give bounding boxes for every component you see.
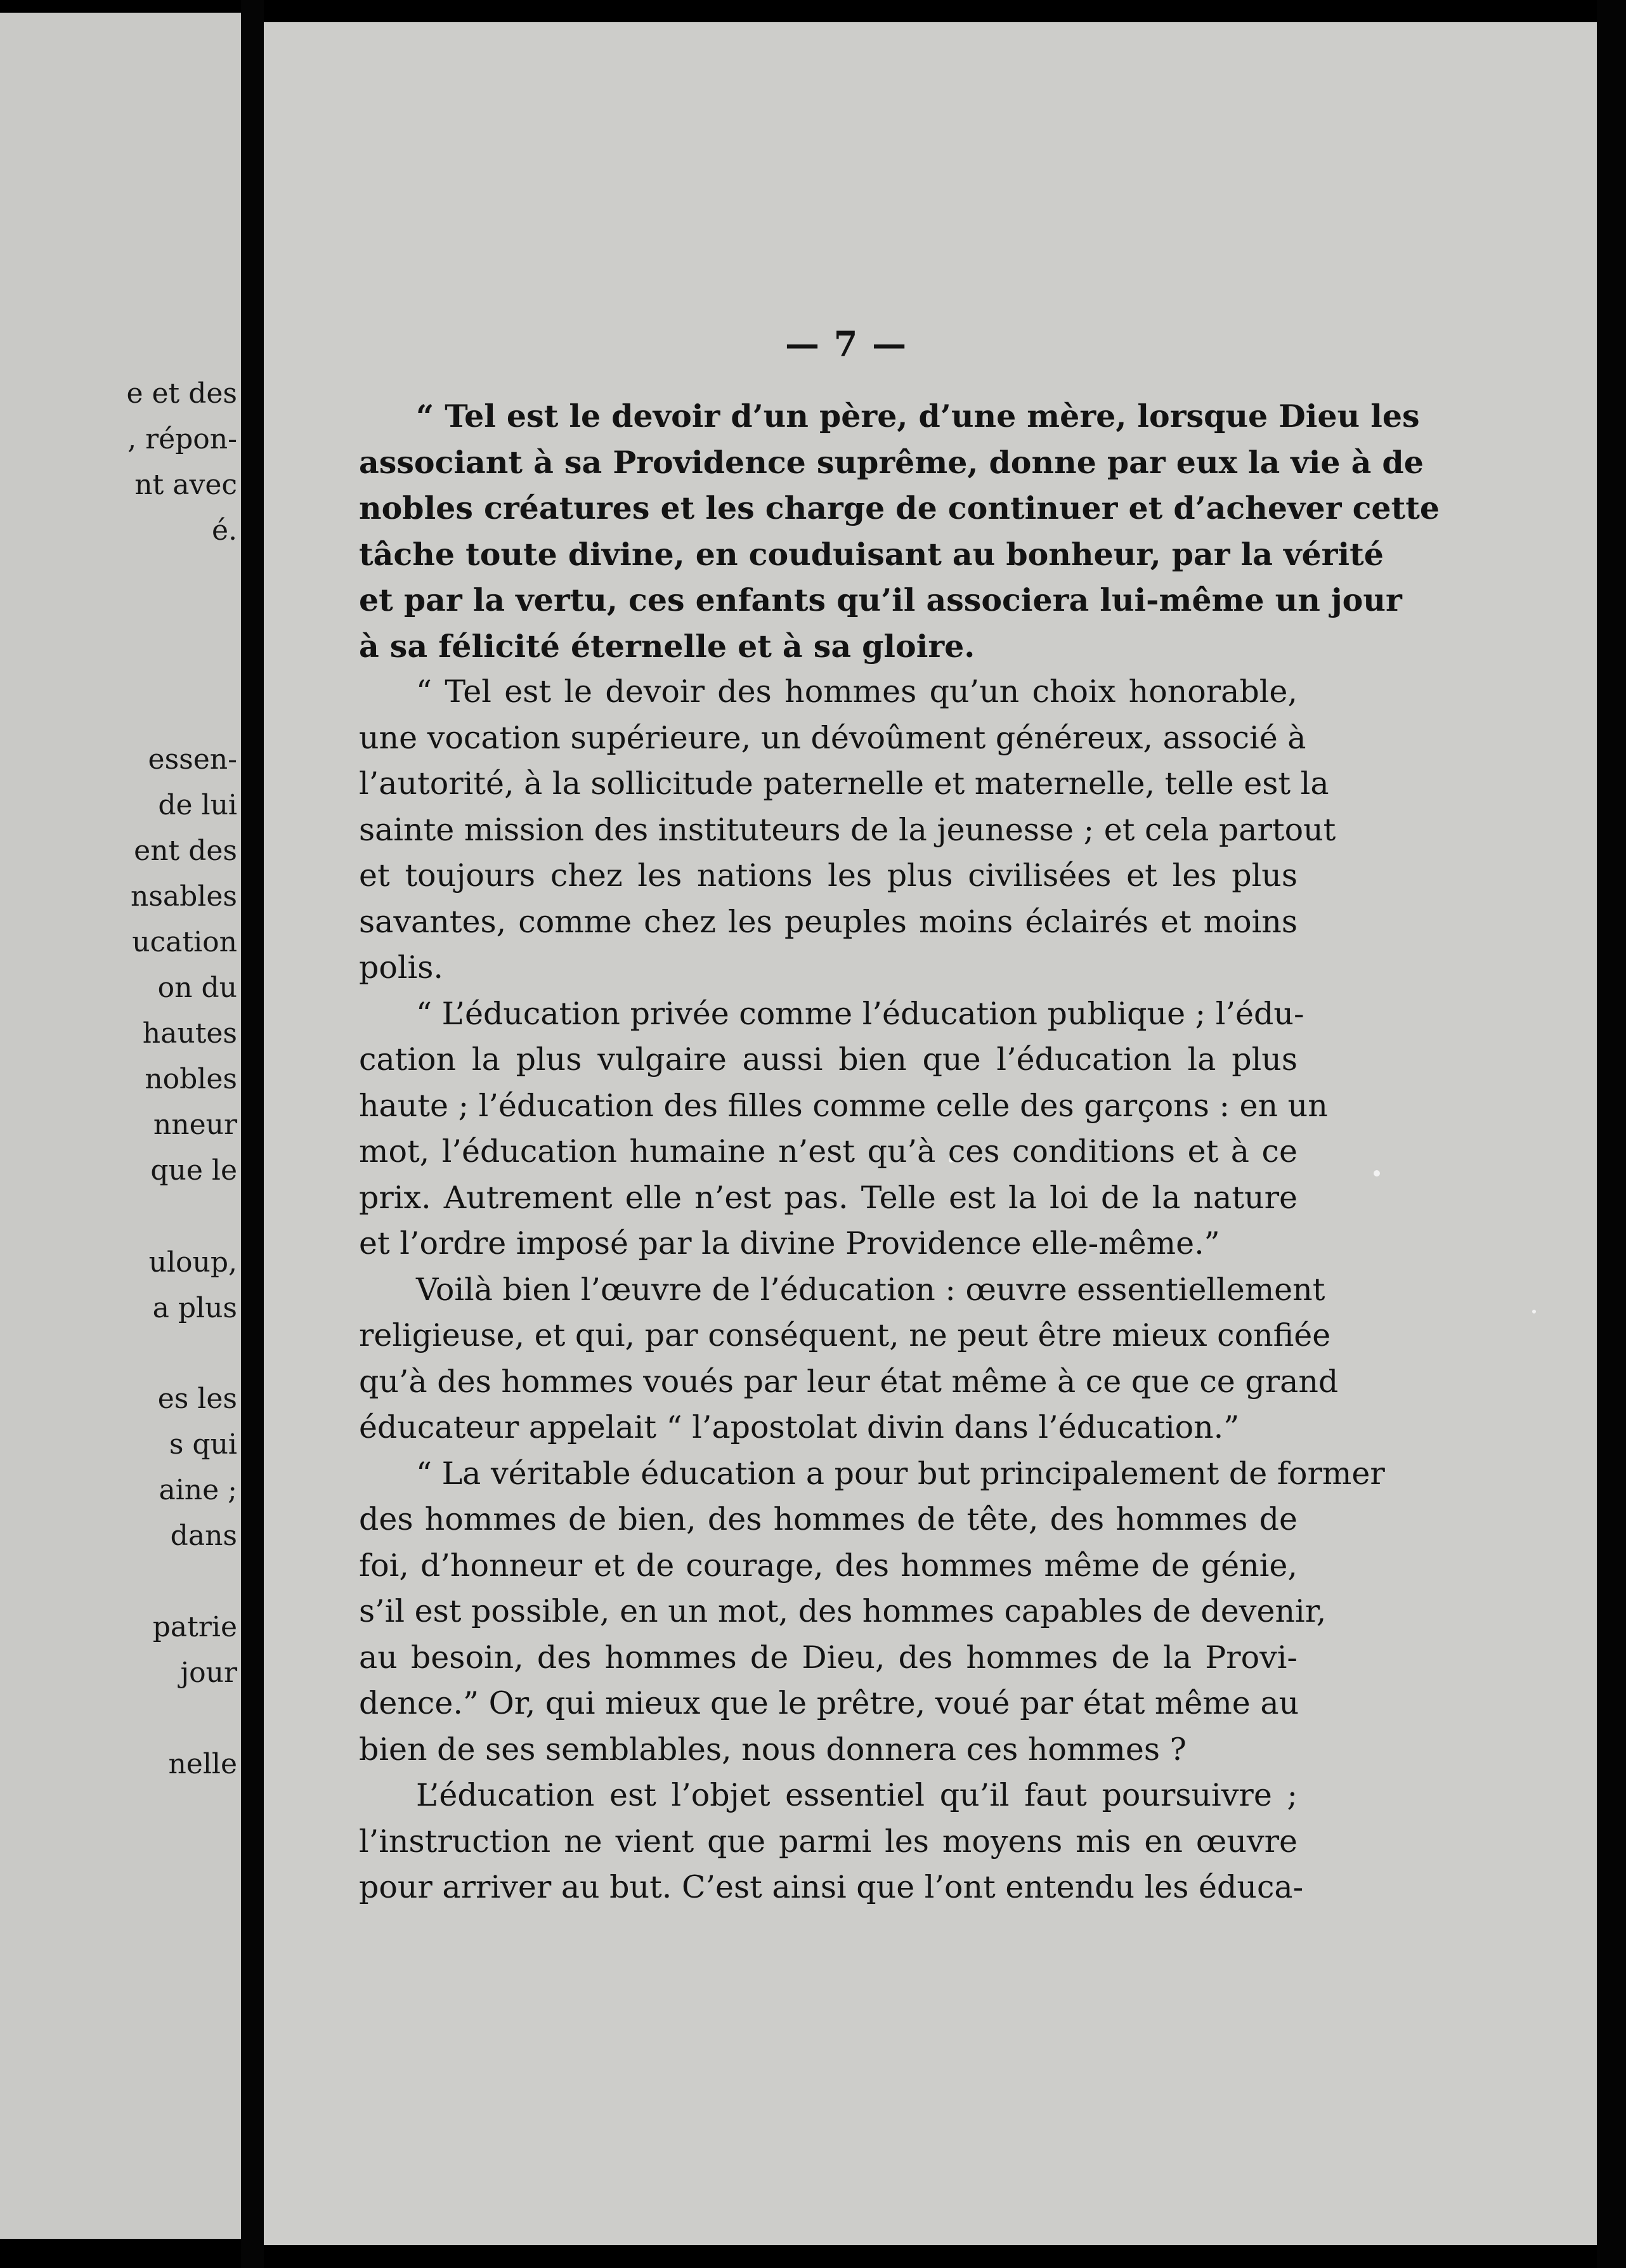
text-line: “ Tel est le devoir d’un père, d’une mère, lorsque Dieu les <box>416 398 1420 434</box>
text-line: “ La véritable éducation a pour but principalement de former <box>416 1455 1385 1492</box>
left-page-line: nelle <box>168 1748 237 1780</box>
left-page-fragment <box>0 13 241 2239</box>
text-line: l’autorité, à la sollicitude paternelle et maternelle, telle est la <box>359 766 1329 802</box>
text-line: qu’à des hommes voués par leur état même à ce que ce grand <box>359 1363 1339 1400</box>
left-page-line: s qui <box>169 1428 237 1461</box>
left-page-line: , répon- <box>127 423 237 455</box>
left-page-line: a plus <box>152 1292 237 1324</box>
text-line: “ L’éducation privée comme l’éducation publique ; l’édu- <box>416 995 1304 1032</box>
left-page-line: hautes <box>142 1017 237 1050</box>
text-line: des hommes de bien, des hommes de tête, des hommes de <box>359 1501 1298 1537</box>
left-page-line: ent des <box>134 835 237 867</box>
left-page-line: nobles <box>145 1063 237 1095</box>
text-line: pour arriver au but. C’est ainsi que l’ont entendu les éduca- <box>359 1869 1304 1905</box>
text-line: mot, l’éducation humaine n’est qu’à ces conditions et à ce <box>359 1133 1298 1170</box>
text-line: religieuse, et qui, par conséquent, ne peut être mieux confiée <box>359 1317 1331 1353</box>
left-page-line: es les <box>157 1383 237 1415</box>
left-page-line: e et des <box>126 377 237 410</box>
text-line: éducateur appelait “ l’apostolat divin dans l’éducation.” <box>359 1409 1240 1445</box>
left-page-line: ucation <box>132 926 237 958</box>
text-line: et l’ordre imposé par la divine Providence elle-même.” <box>359 1225 1220 1261</box>
dust-speck <box>1532 1310 1536 1313</box>
text-line: nobles créatures et les charge de continuer et d’achever cette <box>359 490 1440 526</box>
text-line: “ Tel est le devoir des hommes qu’un choix honorable, <box>416 674 1298 710</box>
text-line: et par la vertu, ces enfants qu’il associera lui-même un jour <box>359 582 1402 618</box>
left-page-line: jour <box>180 1657 237 1689</box>
text-line: une vocation supérieure, un dévoûment généreux, associé à <box>359 719 1306 756</box>
left-page-line: aine ; <box>159 1474 237 1506</box>
text-line: et toujours chez les nations les plus civilisées et les plus <box>359 857 1298 894</box>
text-line: savantes, comme chez les peuples moins éclairés et moins <box>359 903 1298 940</box>
text-line: tâche toute divine, en couduisant au bonheur, par la vérité <box>359 535 1384 573</box>
text-line: dence.” Or, qui mieux que le prêtre, voué par état même au <box>359 1685 1299 1721</box>
text-line: s’il est possible, en un mot, des hommes capables de devenir, <box>359 1593 1327 1629</box>
left-page-line: uloup, <box>148 1246 237 1279</box>
text-line: bien de ses semblables, nous donnera ces hommes ? <box>359 1731 1187 1768</box>
text-line: polis. <box>359 949 443 986</box>
text-line: l’instruction ne vient que parmi les moyens mis en œuvre <box>359 1823 1298 1860</box>
text-line: foi, d’honneur et de courage, des hommes même de génie, <box>359 1547 1298 1584</box>
left-page-line: que le <box>150 1154 237 1187</box>
right-scan-edge <box>1597 0 1626 2268</box>
text-line: Voilà bien l’œuvre de l’éducation : œuvre essentiellement <box>416 1271 1325 1308</box>
body-text <box>359 393 1440 1911</box>
text-line: au besoin, des hommes de Dieu, des hommes de la Provi- <box>359 1639 1298 1676</box>
left-page-line: é. <box>211 514 237 547</box>
text-line: associant à sa Providence suprême, donne par eux la vie à de <box>359 443 1424 481</box>
text-line: à sa félicité éternelle et à sa gloire. <box>359 627 975 665</box>
left-page-line: nsables <box>130 880 237 913</box>
left-page-line: on du <box>157 972 237 1004</box>
text-line: sainte mission des instituteurs de la jeunesse ; et cela partout <box>359 811 1336 848</box>
page-number: — 7 — <box>785 323 908 364</box>
left-page-line: dans <box>170 1520 237 1552</box>
left-page-line: de lui <box>158 789 237 821</box>
text-line: L’éducation est l’objet essentiel qu’il faut poursuivre ; <box>416 1777 1298 1813</box>
left-page-line: patrie <box>152 1611 237 1643</box>
dust-speck <box>1374 1170 1380 1176</box>
left-page-line: essen- <box>148 743 237 776</box>
left-page-line: nt avec <box>134 469 237 501</box>
text-line: prix. Autrement elle n’est pas. Telle est la loi de la nature <box>359 1179 1298 1216</box>
text-line: cation la plus vulgaire aussi bien que l’éducation la plus <box>359 1041 1298 1078</box>
left-page-line: nneur <box>153 1109 237 1141</box>
book-gutter <box>241 0 264 2268</box>
text-line: haute ; l’éducation des filles comme celle des garçons : en un <box>359 1087 1328 1124</box>
